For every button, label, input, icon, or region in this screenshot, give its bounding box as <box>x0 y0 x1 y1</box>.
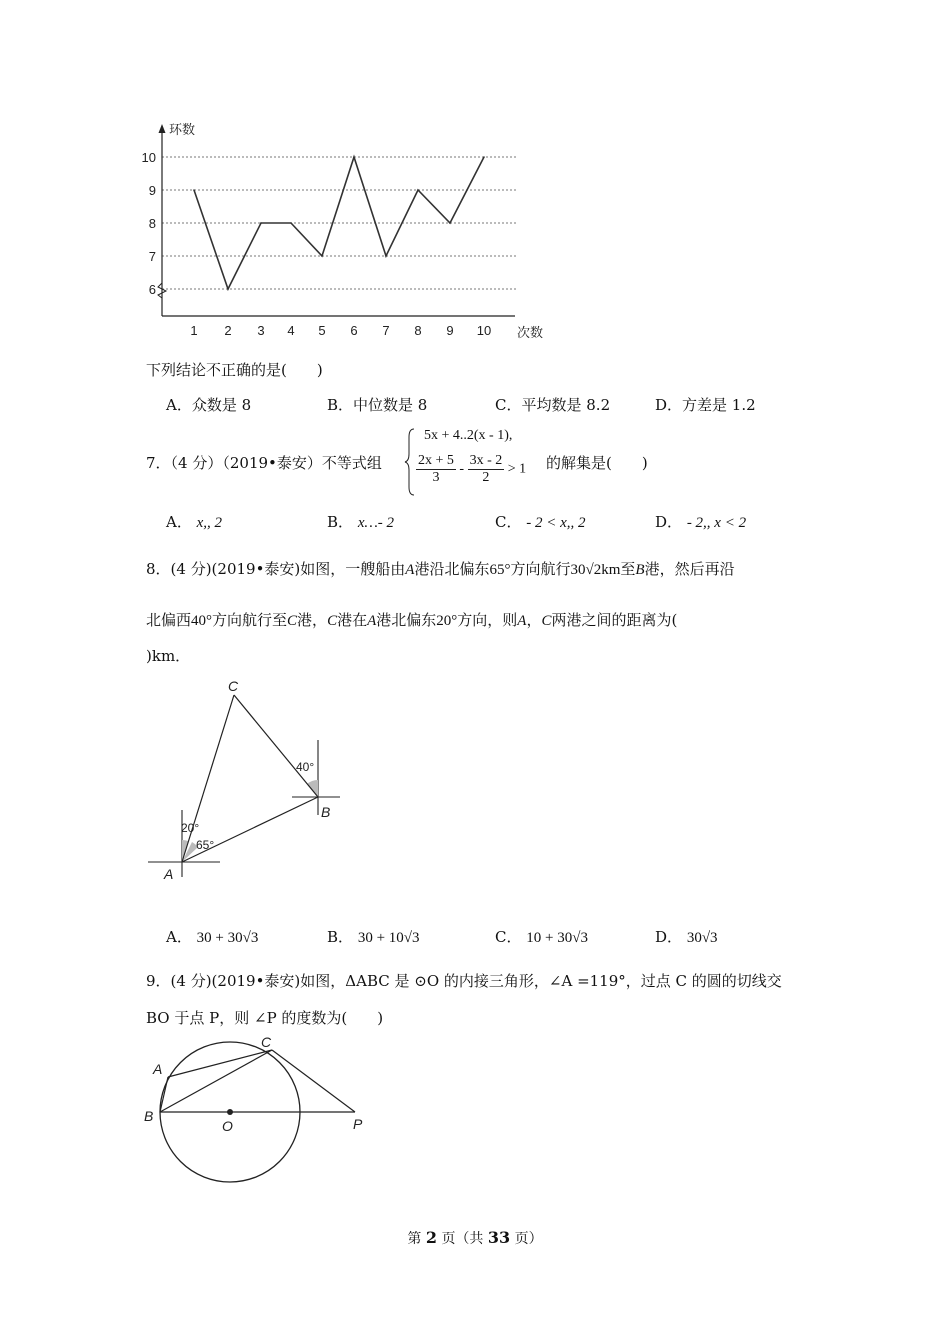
q8-line-1: 8．(4 分)(2019•泰安)如图，一艘船由A港沿北偏东65°方向航行30√2km至B港，然后再沿 <box>146 560 735 578</box>
x-axis-label: 次数 <box>517 325 544 340</box>
page-footer: 第 2 页（共 33 页） <box>407 1228 543 1247</box>
x-tick-9: 9 <box>446 323 454 338</box>
y-tick-10: 10 <box>141 150 156 165</box>
chart-gridlines <box>162 157 518 289</box>
point-1 <box>193 189 195 191</box>
label-c: C <box>261 1035 272 1050</box>
angle-40: 40° <box>296 760 315 774</box>
q6-option-c[interactable]: C．平均数是 8.2 <box>495 396 611 414</box>
y-tick-7: 7 <box>148 249 156 264</box>
label-p: P <box>353 1116 363 1132</box>
chart-axes <box>158 124 515 316</box>
q7-option-c[interactable]: C． - 2 < x,, 2 <box>495 513 586 531</box>
q8-line-3: )km． <box>146 647 191 665</box>
point-8 <box>417 189 419 191</box>
y-tick-labels <box>142 150 156 297</box>
y-axis-label: 环数 <box>169 122 196 137</box>
q8-option-d[interactable]: D． 30√3 <box>655 928 718 946</box>
x-tick-7: 7 <box>382 323 390 338</box>
q8-option-c[interactable]: C． 10 + 30√3 <box>495 928 588 946</box>
q6-prompt: 下列结论不正确的是( ) <box>146 361 323 379</box>
label-o: O <box>222 1118 233 1134</box>
x-tick-2: 2 <box>224 323 232 338</box>
label-a: A <box>164 866 174 882</box>
y-tick-6: 6 <box>148 282 156 297</box>
label-c: C <box>228 678 239 694</box>
point-5 <box>321 255 323 257</box>
y-axis-arrow <box>159 124 166 133</box>
q8-navigation-figure <box>140 672 350 892</box>
point-10 <box>483 156 485 158</box>
q7-brace <box>404 427 416 497</box>
x-tick-8: 8 <box>414 323 422 338</box>
x-tick-10: 10 <box>476 323 492 338</box>
q9-circle-figure <box>140 1035 380 1195</box>
x-tick-6: 6 <box>350 323 358 338</box>
label-b: B <box>321 804 331 820</box>
q9-line-2: BO 于点 P，则 ∠P 的度数为( ) <box>146 1009 384 1027</box>
point-9 <box>449 222 451 224</box>
q6-option-a[interactable]: A．众数是 8 <box>166 396 252 414</box>
q7-inequality-2: $\frac{2x + 5}{3}$ - $\frac{3x - 2}{2}$ > 1 <box>418 453 527 485</box>
x-tick-1: 1 <box>190 323 198 338</box>
q7-option-a[interactable]: A． x,, 2 <box>166 513 223 531</box>
q7-option-b[interactable]: B． x…- 2 <box>327 513 395 531</box>
y-tick-9: 9 <box>148 183 156 198</box>
x-tick-4: 4 <box>287 323 295 338</box>
angle-20: 20° <box>181 821 200 835</box>
point-4 <box>290 222 292 224</box>
q7-tail: 的解集是( ) <box>546 454 648 472</box>
x-tick-5: 5 <box>318 323 326 338</box>
x-tick-labels <box>190 323 491 338</box>
score-line-chart <box>140 118 560 348</box>
point-6 <box>353 156 355 158</box>
q6-option-b[interactable]: B．中位数是 8 <box>327 396 428 414</box>
point-2 <box>227 288 229 290</box>
point-3 <box>260 222 262 224</box>
q7-inequality-1: 5x + 4..2(x - 1), <box>424 428 513 443</box>
q6-option-d[interactable]: D．方差是 1.2 <box>655 396 756 414</box>
q8-option-a[interactable]: A． 30 + 30√3 <box>166 928 259 946</box>
q7-head: 7．（4 分）（2019•泰安）不等式组 <box>146 454 382 472</box>
x-tick-3: 3 <box>257 323 265 338</box>
y-tick-8: 8 <box>148 216 156 231</box>
label-a: A <box>153 1061 163 1077</box>
q9-line-1: 9．(4 分)(2019•泰安)如图，ΔABC 是 ⊙O 的内接三角形，∠A =119°，过点 C 的圆的切线交 <box>146 972 782 990</box>
label-b: B <box>144 1108 154 1124</box>
q7-option-d[interactable]: D． - 2,, x < 2 <box>655 513 747 531</box>
q8-option-b[interactable]: B． 30 + 10√3 <box>327 928 420 946</box>
point-7 <box>385 255 387 257</box>
angle-65: 65° <box>196 838 215 852</box>
q8-line-2: 北偏西40°方向航行至C港，C港在A港北偏东20°方向，则A，C两港之间的距离为( <box>146 611 678 629</box>
